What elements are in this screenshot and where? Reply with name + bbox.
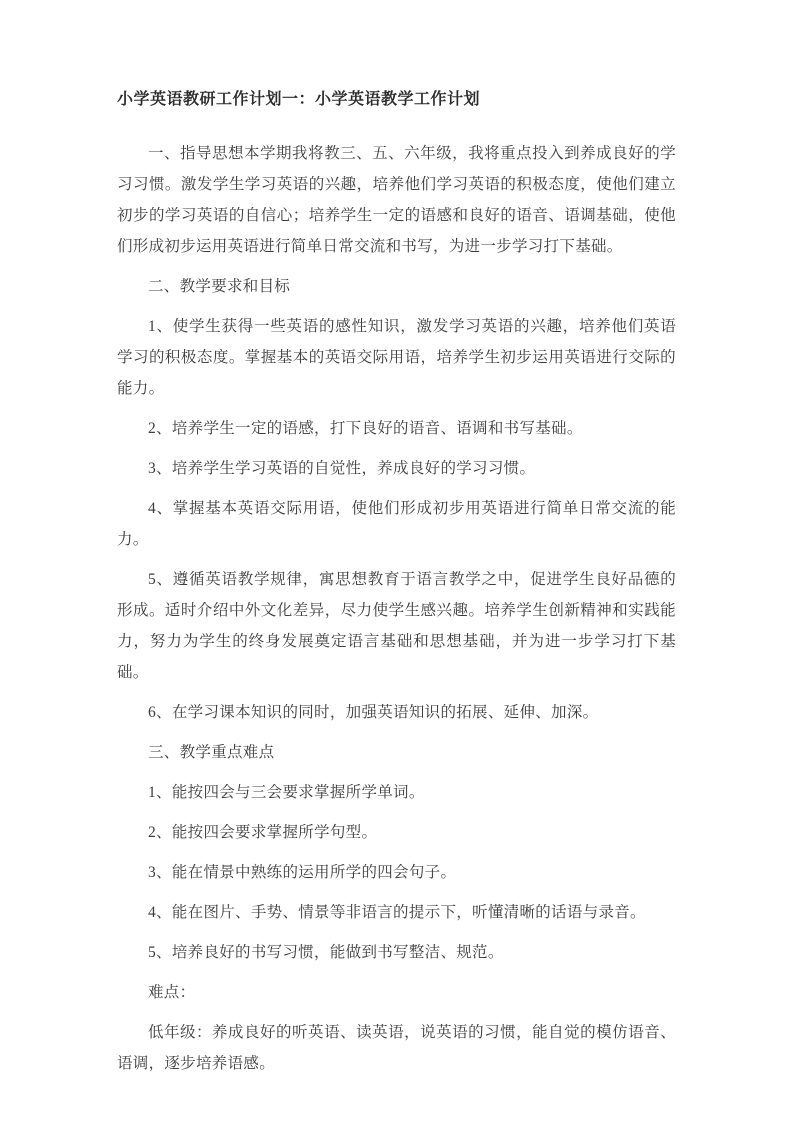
section-heading-key-difficulties: 三、教学重点难点 bbox=[148, 744, 275, 761]
paragraph-keypoint-4: 4、能在图片、手势、情景等非语言的提示下，听懂清晰的话语与录音。 bbox=[148, 904, 646, 921]
paragraph-goal-5: 5、遵循英语教学规律，寓思想教育于语言教学之中，促进学生良好品德的形成。适时介绍中外文化差异，尽力使学生感兴趣。培养学生创新精神和实践能力，努力为学生的终身发展奠定语言基础和思想基础，并为进一步学习打下基础。 bbox=[117, 571, 676, 681]
section-heading-teaching-requirements: 二、教学要求和目标 bbox=[148, 278, 291, 295]
paragraph-goal-4: 4、掌握基本英语交际用语，使他们形成初步用英语进行简单日常交流的能力。 bbox=[117, 500, 676, 548]
document-title: 小学英语教研工作计划一：小学英语教学工作计划 bbox=[117, 91, 481, 108]
paragraph-keypoint-5: 5、培养良好的书写习惯，能做到书写整洁、规范。 bbox=[148, 944, 504, 961]
paragraph-goal-1: 1、使学生获得一些英语的感性知识，激发学习英语的兴趣，培养他们英语学习的积极态度。掌握基本的英语交际用语，培养学生初步运用英语进行交际的能力。 bbox=[117, 318, 676, 397]
paragraph-keypoint-3: 3、能在情景中熟练的运用所学的四会句子。 bbox=[148, 864, 457, 881]
paragraph-guiding-principles: 一、指导思想本学期我将教三、五、六年级，我将重点投入到养成良好的学习习惯。激发学生学习英语的兴趣，培养他们学习英语的积极态度，使他们建立初步的学习英语的自信心；培养学生一定的语感和良好的语音、语调基础，使他们形成初步运用英语进行简单日常交流和书写，为进一步学习打下基础。 bbox=[117, 145, 676, 255]
paragraph-difficulty-label: 难点： bbox=[148, 984, 196, 1001]
paragraph-keypoint-2: 2、能按四会要求掌握所学句型。 bbox=[148, 824, 378, 841]
paragraph-keypoint-1: 1、能按四会与三会要求掌握所学单词。 bbox=[148, 784, 425, 801]
paragraph-goal-2: 2、培养学生一定的语感，打下良好的语音、语调和书写基础。 bbox=[148, 420, 583, 437]
paragraph-goal-6: 6、在学习课本知识的同时，加强英语知识的拓展、延伸、加深。 bbox=[148, 704, 599, 721]
paragraph-goal-3: 3、培养学生学习英语的自觉性，养成良好的学习习惯。 bbox=[148, 460, 536, 477]
paragraph-lower-grades: 低年级：养成良好的听英语、读英语，说英语的习惯，能自觉的模仿语音、语调，逐步培养语感。 bbox=[117, 1024, 676, 1072]
